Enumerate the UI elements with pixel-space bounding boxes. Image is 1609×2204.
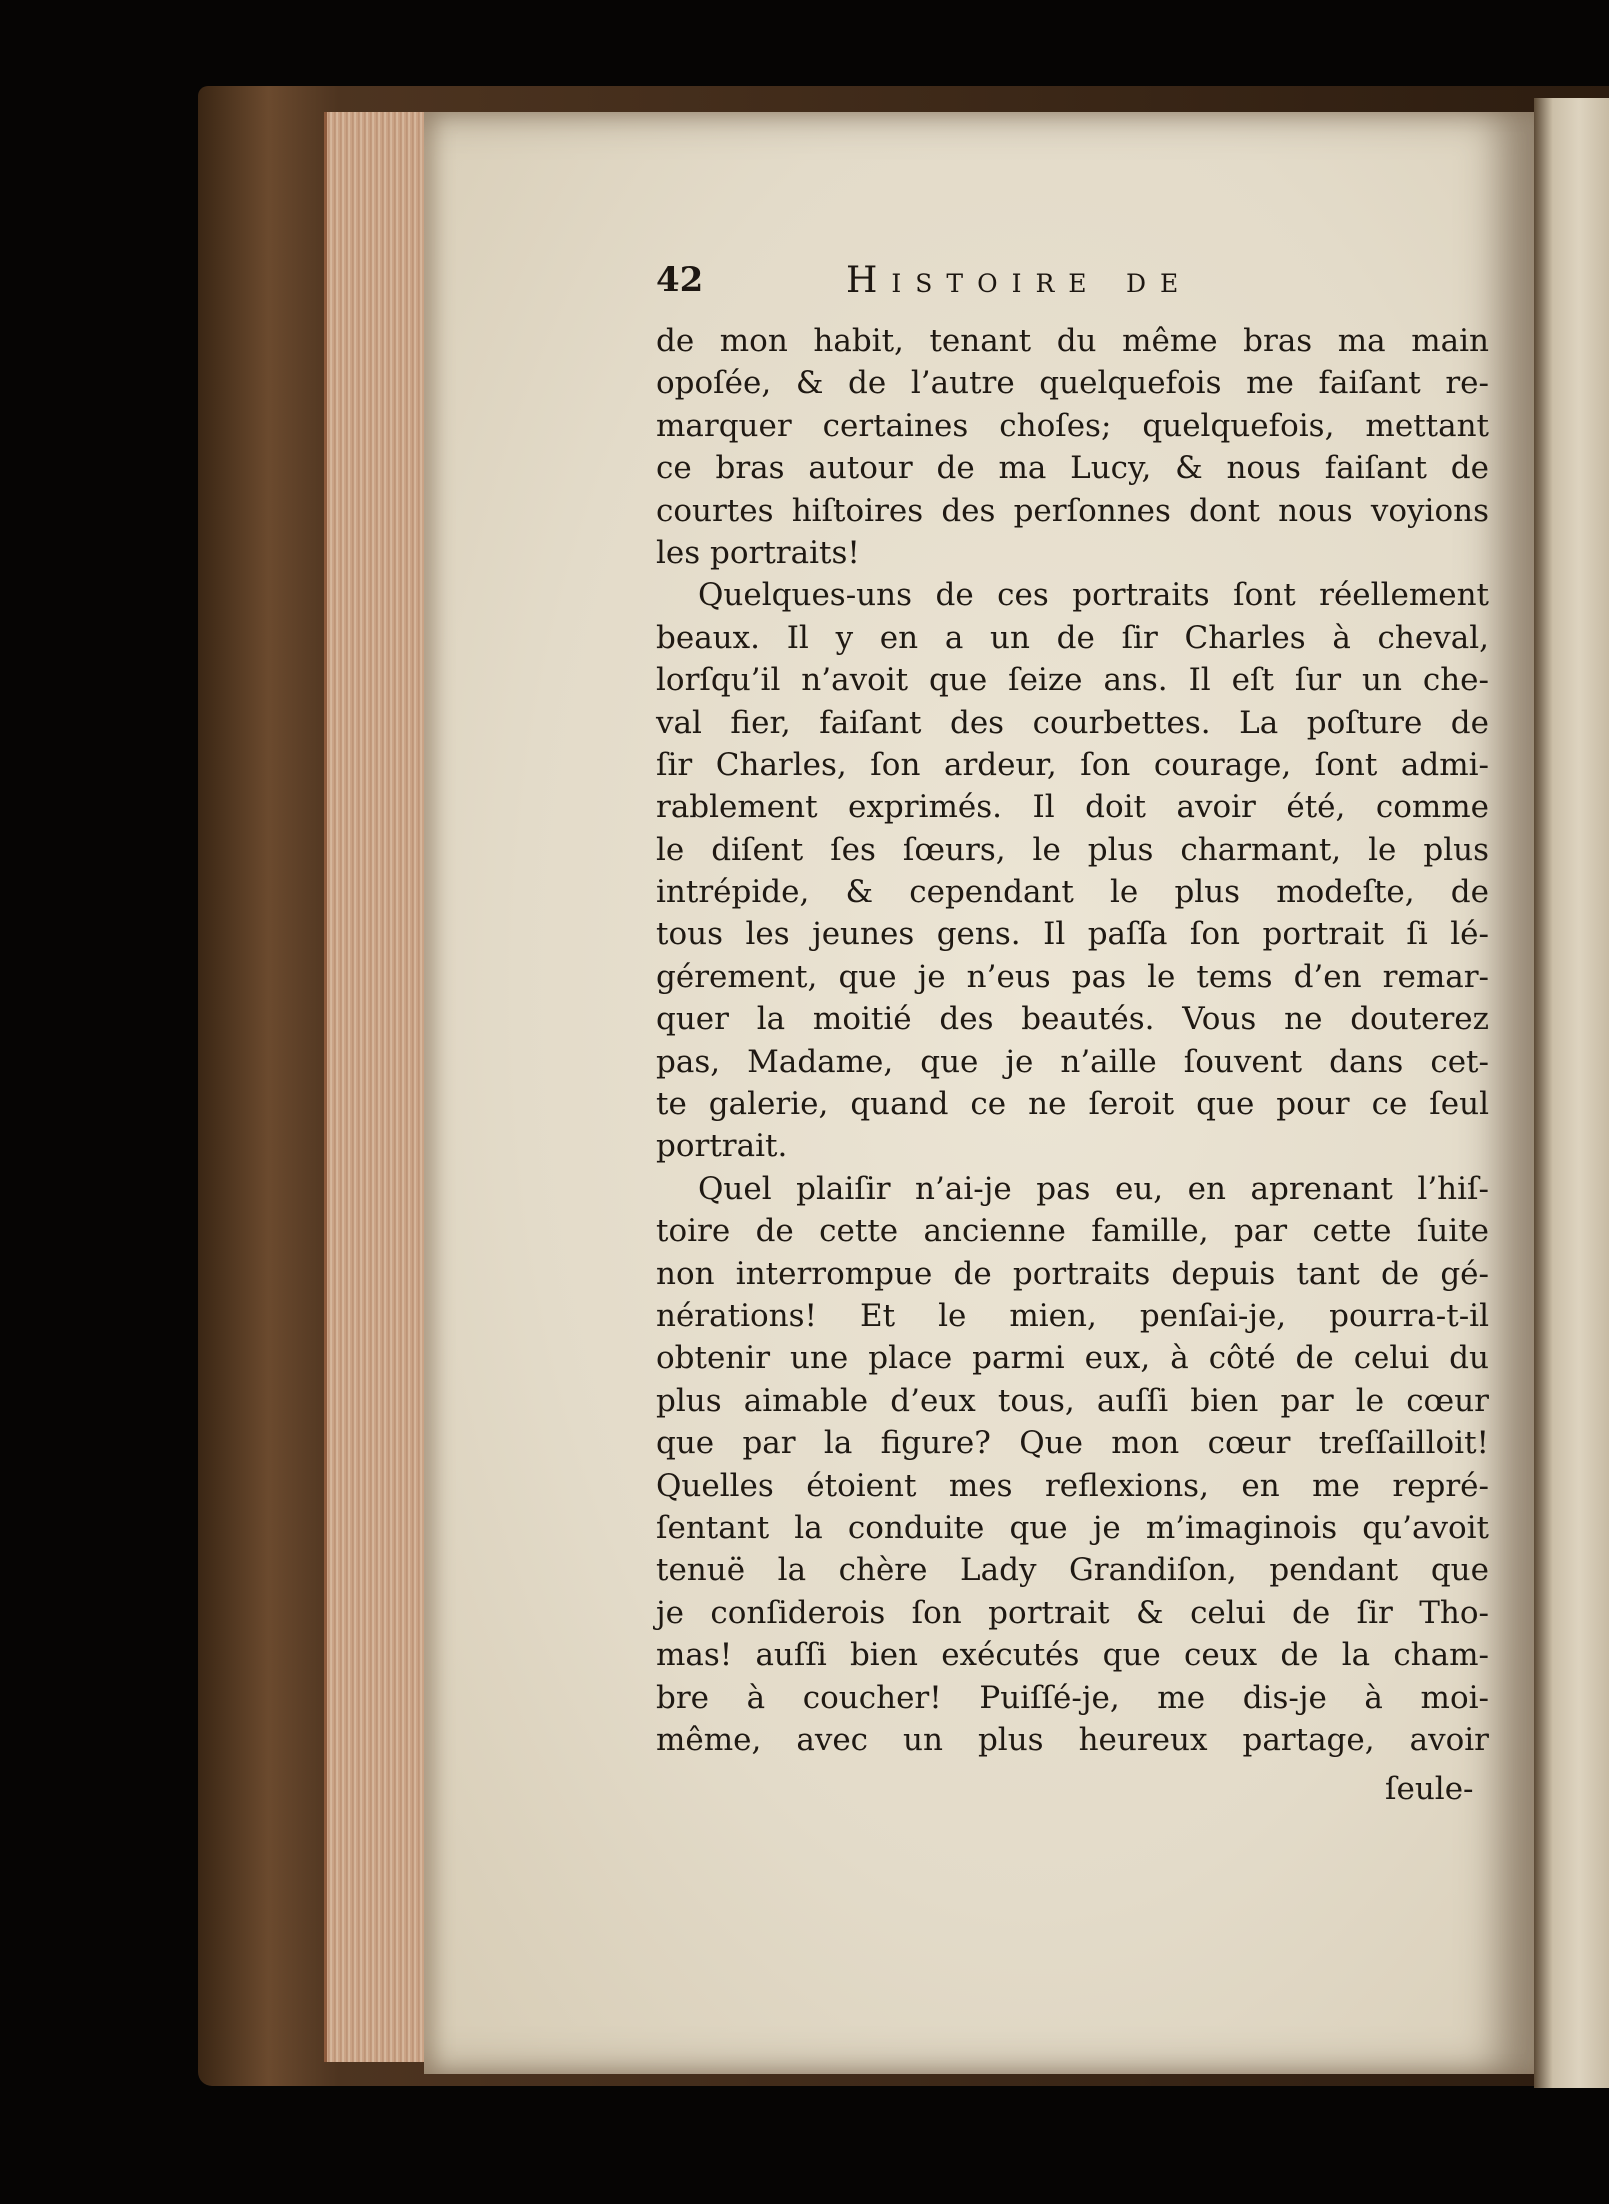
text-line: pas, Madame, que je n’aille ſouvent dans cet- <box>656 1043 1489 1080</box>
text-line: ſir Charles, ſon ardeur, ſon courage, ſont admi- <box>656 746 1489 783</box>
text-line: rablement exprimés. Il doit avoir été, comme <box>656 789 1489 826</box>
text-line: val fier, faiſant des courbettes. La poſture de <box>656 704 1489 741</box>
text-line: je conſiderois ſon portrait & celui de ſir Tho- <box>656 1594 1489 1631</box>
page-number: 42 <box>656 260 704 300</box>
running-head: Histoire de <box>846 260 1193 301</box>
catchword: ſeule- <box>1385 1771 1474 1807</box>
page-header <box>656 260 1516 312</box>
text-line: quer la moitié des beautés. Vous ne douterez <box>656 1001 1489 1038</box>
text-line: lorſqu’il n’avoit que ſeize ans. Il eſt ſur un che- <box>656 662 1489 699</box>
text-line: non interrompue de portraits depuis tant de gé- <box>656 1255 1489 1292</box>
text-line: ſentant la conduite que je m’imaginois qu’avoit <box>656 1509 1489 1546</box>
text-line: mas! auſſi bien exécutés que ceux de la cham- <box>656 1637 1489 1674</box>
text-line: tenuë la chère Lady Grandiſon, pendant que <box>656 1552 1489 1589</box>
text-line: les portraits! <box>656 534 860 571</box>
body-text <box>656 320 1489 1761</box>
text-line: obtenir une place parmi eux, à côté de celui du <box>656 1340 1489 1377</box>
text-line: ce bras autour de ma Lucy, & nous faiſant de <box>656 450 1489 487</box>
text-line: portrait. <box>656 1128 788 1165</box>
text-line: même, avec un plus heureux partage, avoir <box>656 1721 1489 1758</box>
text-line: Quelles étoient mes reflexions, en me repré- <box>656 1467 1489 1504</box>
text-line: nérations! Et le mien, penſai-je, pourra-t-il <box>656 1297 1489 1334</box>
text-line: tous les jeunes gens. Il paſſa ſon portrait ſi lé- <box>656 916 1489 953</box>
text-line: toire de cette ancienne famille, par cette ſuite <box>656 1213 1489 1250</box>
text-line: gérement, que je n’eus pas le tems d’en remar- <box>656 958 1489 995</box>
text-line: que par la figure? Que mon cœur treſſailloit! <box>656 1425 1489 1462</box>
text-line: courtes hiſtoires des perſonnes dont nous voyions <box>656 492 1489 529</box>
paragraph-start-line: Quelques-uns de ces portraits ſont réellement <box>698 577 1489 614</box>
facing-page-edge <box>1534 98 1609 2088</box>
text-line: de mon habit, tenant du même bras ma main <box>656 323 1489 359</box>
text-line: marquer certaines choſes; quelquefois, mettant <box>656 407 1489 444</box>
text-line: le diſent ſes ſœurs, le plus charmant, le plus <box>656 831 1489 868</box>
page-edges <box>324 112 433 2062</box>
paragraph-start-line: Quel plaiſir n’ai-je pas eu, en aprenant l’hiſ- <box>698 1170 1489 1207</box>
text-line: bre à coucher! Puiſſé-je, me dis-je à moi- <box>656 1679 1489 1716</box>
text-line: plus aimable d’eux tous, auſſi bien par le cœur <box>656 1382 1489 1419</box>
text-line: te galerie, quand ce ne ſeroit que pour ce ſeul <box>656 1086 1489 1123</box>
text-line: opoſée, & de l’autre quelquefois me faiſant re- <box>656 365 1489 402</box>
text-line: intrépide, & cependant le plus modeſte, de <box>656 874 1489 911</box>
text-line: beaux. Il y en a un de ſir Charles à cheval, <box>656 619 1489 656</box>
